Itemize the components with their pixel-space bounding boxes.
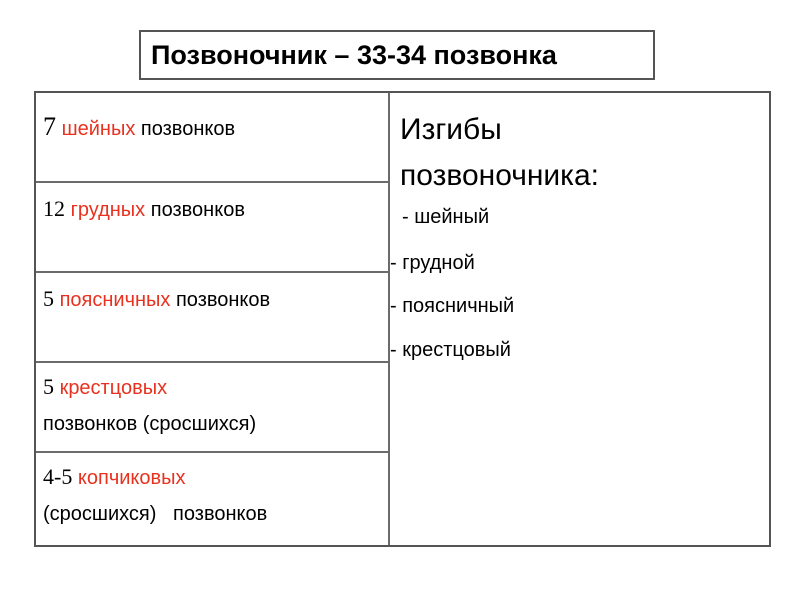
curve-item: - поясничный	[390, 295, 515, 317]
cervical-suffix: позвонков	[140, 118, 236, 140]
sacral-count: 5	[43, 374, 54, 399]
lumbar-row	[43, 281, 383, 318]
row-divider	[36, 181, 388, 183]
row-divider	[36, 361, 388, 363]
curve-item: - крестцовый	[390, 339, 511, 361]
cervical-count: 7	[43, 112, 56, 141]
row-divider	[36, 451, 388, 453]
lumbar-label: поясничных	[59, 289, 171, 311]
lumbar-suffix: позвонков	[175, 289, 271, 311]
cervical-label: шейных	[61, 118, 136, 140]
curve-item: - грудной	[390, 252, 475, 274]
thoracic-suffix: позвонков	[150, 199, 245, 221]
column-divider	[388, 93, 390, 545]
curves-heading-line1: Изгибы	[400, 113, 502, 146]
lumbar-count: 5	[43, 286, 54, 311]
row-divider	[36, 271, 388, 273]
page-title: Позвоночник – 33-34 позвонка	[139, 30, 655, 80]
thoracic-row	[43, 191, 383, 228]
vertebrae-table	[34, 91, 771, 547]
coccygeal-label: копчиковых	[77, 467, 186, 489]
thoracic-label: грудных	[70, 199, 146, 221]
sacral-label: крестцовых	[59, 377, 168, 399]
coccygeal-row	[43, 459, 383, 532]
coccygeal-count: 4-5	[43, 464, 73, 489]
cervical-row	[43, 109, 383, 147]
thoracic-count: 12	[43, 196, 65, 221]
sacral-row	[43, 369, 383, 442]
coccygeal-suffix: (сросшихся) позвонков	[43, 503, 268, 525]
curves-heading-line2: позвоночника:	[400, 159, 599, 192]
curves-heading	[400, 107, 599, 199]
curve-item: - шейный	[402, 206, 490, 228]
sacral-suffix: позвонков (сросшихся)	[43, 413, 257, 435]
